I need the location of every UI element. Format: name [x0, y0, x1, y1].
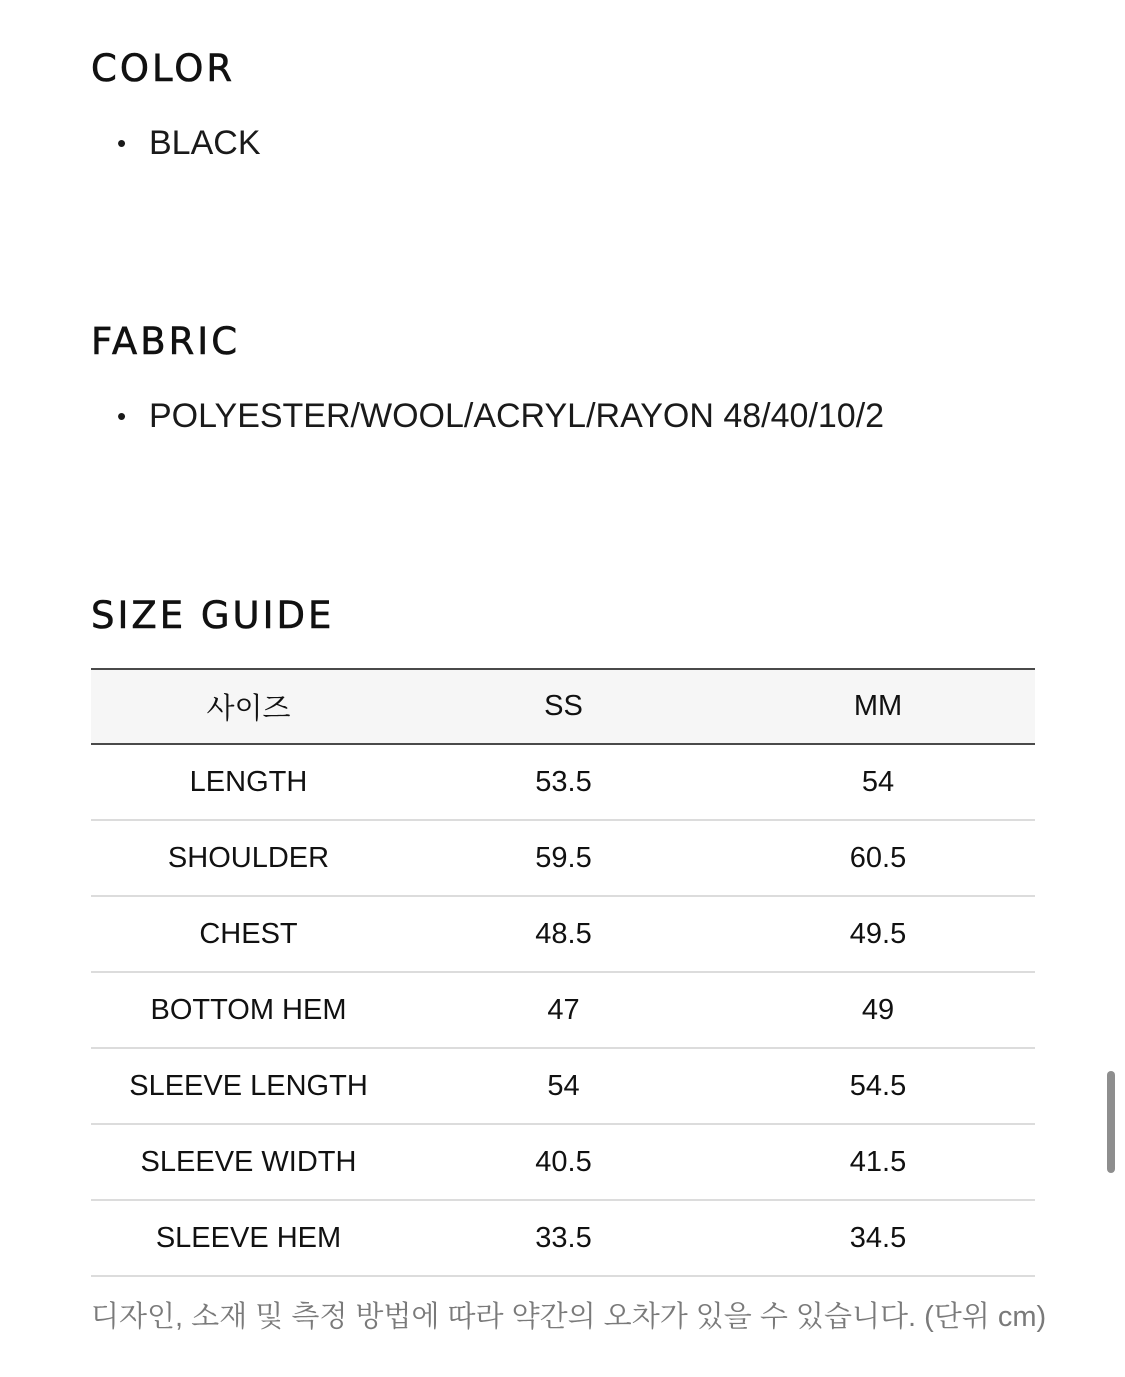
- row-value-mm: 41.5: [721, 1124, 1035, 1200]
- row-value-ss: 53.5: [406, 744, 721, 820]
- table-row: [91, 972, 1035, 1048]
- bullet-dot-icon: •: [117, 401, 127, 431]
- size-guide-heading: SIZE GUIDE: [91, 594, 335, 637]
- size-guide-table: [91, 668, 1035, 1277]
- header-size: 사이즈: [91, 669, 406, 744]
- row-value-ss: 33.5: [406, 1200, 721, 1276]
- table-row: [91, 1048, 1035, 1124]
- row-label: SLEEVE HEM: [91, 1200, 406, 1276]
- row-value-mm: 34.5: [721, 1200, 1035, 1276]
- table-row: [91, 1200, 1035, 1276]
- fabric-heading: FABRIC: [91, 320, 241, 363]
- color-list: [91, 126, 261, 160]
- color-item-label: BLACK: [149, 124, 261, 162]
- row-value-mm: 54.5: [721, 1048, 1035, 1124]
- table-row: [91, 1124, 1035, 1200]
- fabric-list: [91, 399, 884, 433]
- row-value-ss: 59.5: [406, 820, 721, 896]
- table-row: [91, 896, 1035, 972]
- row-label: CHEST: [91, 896, 406, 972]
- row-label: LENGTH: [91, 744, 406, 820]
- color-item: [91, 126, 261, 160]
- header-mm: MM: [721, 669, 1035, 744]
- color-heading: COLOR: [91, 47, 236, 90]
- table-header-row: [91, 669, 1035, 744]
- table-row: [91, 820, 1035, 896]
- size-note: 디자인, 소재 및 측정 방법에 따라 약간의 오차가 있을 수 있습니다. (단위 cm): [91, 1301, 1047, 1333]
- row-value-ss: 47: [406, 972, 721, 1048]
- row-value-mm: 49.5: [721, 896, 1035, 972]
- row-label: SLEEVE LENGTH: [91, 1048, 406, 1124]
- bullet-dot-icon: •: [117, 128, 127, 158]
- fabric-item-label: POLYESTER/WOOL/ACRYL/RAYON 48/40/10/2: [149, 397, 885, 435]
- row-value-mm: 49: [721, 972, 1035, 1048]
- row-label: SLEEVE WIDTH: [91, 1124, 406, 1200]
- row-value-ss: 40.5: [406, 1124, 721, 1200]
- table-row: [91, 744, 1035, 820]
- scrollbar-thumb[interactable]: [1107, 1071, 1115, 1173]
- fabric-item: [91, 399, 884, 433]
- header-ss: SS: [406, 669, 721, 744]
- row-label: SHOULDER: [91, 820, 406, 896]
- row-value-ss: 48.5: [406, 896, 721, 972]
- row-value-mm: 54: [721, 744, 1035, 820]
- row-value-mm: 60.5: [721, 820, 1035, 896]
- row-label: BOTTOM HEM: [91, 972, 406, 1048]
- row-value-ss: 54: [406, 1048, 721, 1124]
